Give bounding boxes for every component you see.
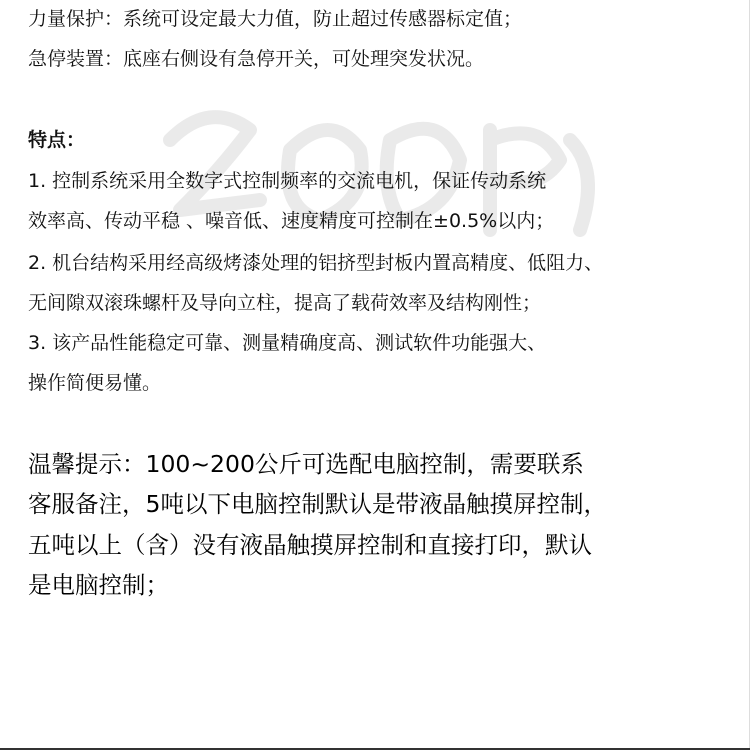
feature-line: 1. 控制系统采用全数字式控制频率的交流电机，保证传动系统 [28,170,547,192]
tip-line: 五吨以上（含）没有液晶触摸屏控制和直接打印，默认 [28,531,592,559]
tip-line: 客服备注，5吨以下电脑控制默认是带液晶触摸屏控制， [28,490,607,518]
tip-line: 温馨提示：100~200公斤可选配电脑控制，需要联系 [28,450,584,478]
feature-line: 操作简便易懂。 [28,372,162,394]
feature-line: 2. 机台结构采用经高级烤漆处理的铝挤型封板内置高精度、低阻力、 [28,252,604,274]
features-heading: 特点： [28,129,86,151]
feature-line: 无间隙双滚珠螺杆及导向立柱，提高了载荷效率及结构刚性； [28,292,542,314]
emergency-stop-text: 急停装置：底座右侧设有急停开关，可处理突发状况。 [28,48,485,70]
feature-line: 效率高、传动平稳 、噪音低、速度精度可控制在±0.5%以内； [28,210,555,232]
tip-line: 是电脑控制； [28,571,169,599]
feature-line: 3. 该产品性能稳定可靠、测量精确度高、测试软件功能强大、 [28,332,547,354]
force-protection-text: 力量保护：系统可设定最大力值，防止超过传感器标定值； [28,8,523,30]
